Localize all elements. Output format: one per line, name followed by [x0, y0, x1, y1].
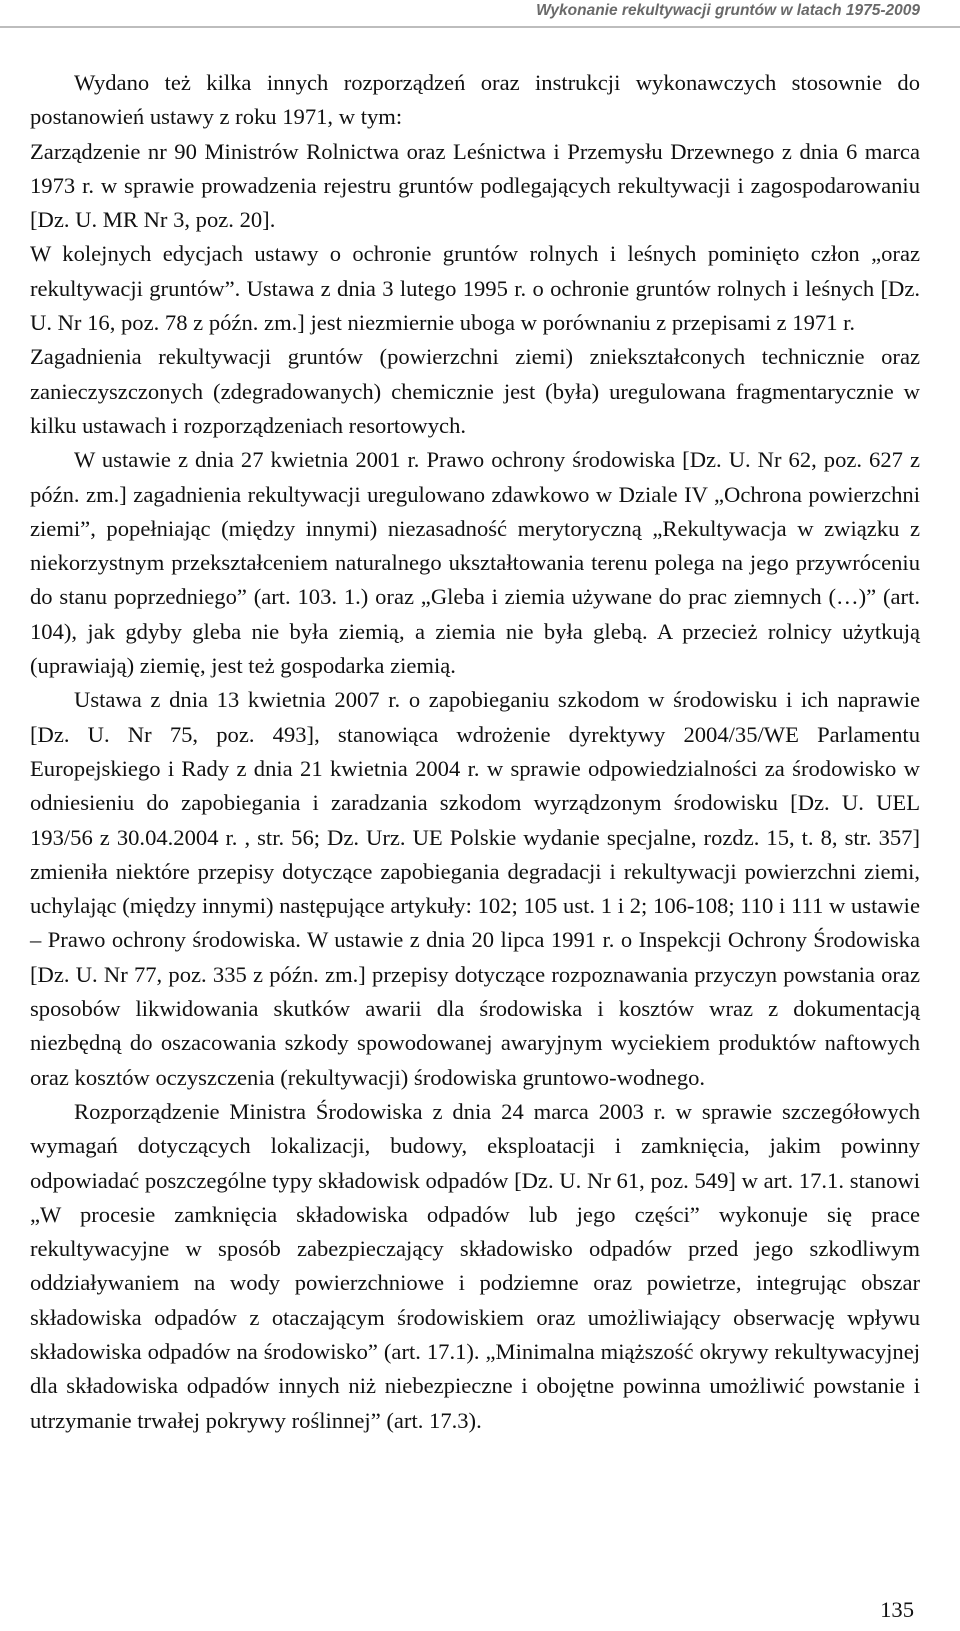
paragraph: Ustawa z dnia 13 kwietnia 2007 r. o zapobieganiu szkodom w środowisku i ich naprawie [Dz. U. Nr 75, poz. 493], stanowiąca wdrożenie dyrektywy 2004/35/WE Parlamentu Europejskiego i Rady z dnia 21 kwietnia 2004 r. w sprawie odpowiedzialności za środowisko w odniesieniu do zapobiegania i zaradzania szkodom wyrządzonym środowisku [Dz. U. UEL 193/56 z 30.04.2004 r. , str. 56; Dz. Urz. UE Polskie wydanie specjalne, rozdz. 15, t. 8, str. 357] zmieniła niektóre przepisy dotyczące zapobiegania degradacji i rekultywacji powierzchni ziemi, uchylając (między innymi) następujące artykuły: 102; 105 ust. 1 i 2; 106-108; 110 i 111 w ustawie – Prawo ochrony środowiska. W ustawie z dnia 20 lipca 1991 r. o Inspekcji Ochrony Środowiska [Dz. U. Nr 77, poz. 335 z późn. zm.] przepisy dotyczące rozpoznawania przyczyn powstania oraz sposobów likwidowania skutków awarii dla środowiska i kosztów wraz z dokumentacją niezbędną do oszacowania szkody spowodowanej awaryjnym wyciekiem produktów naftowych oraz kosztów oczyszczenia (rekultywacji) środowiska gruntowo-wodnego.: [30, 687, 920, 1090]
document-body: [30, 66, 920, 1438]
paragraph: W kolejnych edycjach ustawy o ochronie gruntów rolnych i leśnych pominięto człon „oraz rekultywacji gruntów”. Ustawa z dnia 3 lutego 1995 r. o ochronie gruntów rolnych i leśnych [Dz. U. Nr 16, poz. 78 z późn. zm.] jest niezmiernie uboga w porównaniu z przepisami z 1971 r.: [30, 241, 920, 336]
running-header: [0, 0, 960, 30]
paragraph: Zagadnienia rekultywacji gruntów (powierzchni ziemi) zniekształconych technicznie oraz zanieczyszczonych (zdegradowanych) chemicznie jest (była) uregulowana fragmentarycznie w kilku ustawach i rozporządzeniach resortowych.: [30, 344, 920, 438]
paragraph: Zarządzenie nr 90 Ministrów Rolnictwa oraz Leśnictwa i Przemysłu Drzewnego z dnia 6 marca 1973 r. w sprawie prowadzenia rejestru gruntów podlegających rekultywacji i zagospodarowaniu [Dz. U. MR Nr 3, poz. 20].: [30, 138, 920, 233]
running-header-title: Wykonanie rekultywacji gruntów w latach 1975-2009: [536, 2, 920, 19]
paragraph: Rozporządzenie Ministra Środowiska z dnia 24 marca 2003 r. w sprawie szczegółowych wymagań dotyczących lokalizacji, budowy, eksploatacji i zamknięcia, jakim powinny odpowiadać poszczególne typy składowisk odpadów [Dz. U. Nr 61, poz. 549] w art. 17.1. stanowi „W procesie zamknięcia składowiska odpadów lub jego części” wykonuje się prace rekultywacyjne w sposób zabezpieczający składowisko odpadów przed jego szkodliwym oddziaływaniem na wody powierzchniowe i podziemne oraz powietrze, integrując obszar składowiska odpadów z otaczającym środowiskiem oraz umożliwiający obserwację wpływu składowiska odpadów na środowisko” (art. 17.1). „Minimalna miąższość okrywy rekultywacyjnej dla składowiska odpadów innych niż niebezpieczne i obojętne powinna umożliwić powstanie i utrzymanie trwałej pokrywy roślinnej” (art. 17.3).: [30, 1098, 920, 1433]
header-divider: [0, 26, 960, 28]
paragraph: Wydano też kilka innych rozporządzeń oraz instrukcji wykonawczych stosownie do postanowień ustawy z roku 1971, w tym:: [30, 70, 920, 130]
paragraph: W ustawie z dnia 27 kwietnia 2001 r. Prawo ochrony środowiska [Dz. U. Nr 62, poz. 627 z późn. zm.] zagadnienia rekultywacji uregulowano zdawkowo w Dziale IV „Ochrona powierzchni ziemi”, popełniając (między innymi) niezasadność merytoryczną „Rekultywacja w związku z niekorzystnym przekształceniem naturalnego ukształtowania terenu polega na jego przywróceniu do stanu poprzedniego” (art. 103. 1.) oraz „Gleba i ziemia używane do prac ziemnych (…)” (art. 104), jak gdyby gleba nie była ziemią, a ziemia nie była glebą. A przecież rolnicy użytkują (uprawiają) ziemię, jest też gospodarka ziemią.: [30, 447, 920, 679]
page-number: 135: [880, 1597, 914, 1622]
